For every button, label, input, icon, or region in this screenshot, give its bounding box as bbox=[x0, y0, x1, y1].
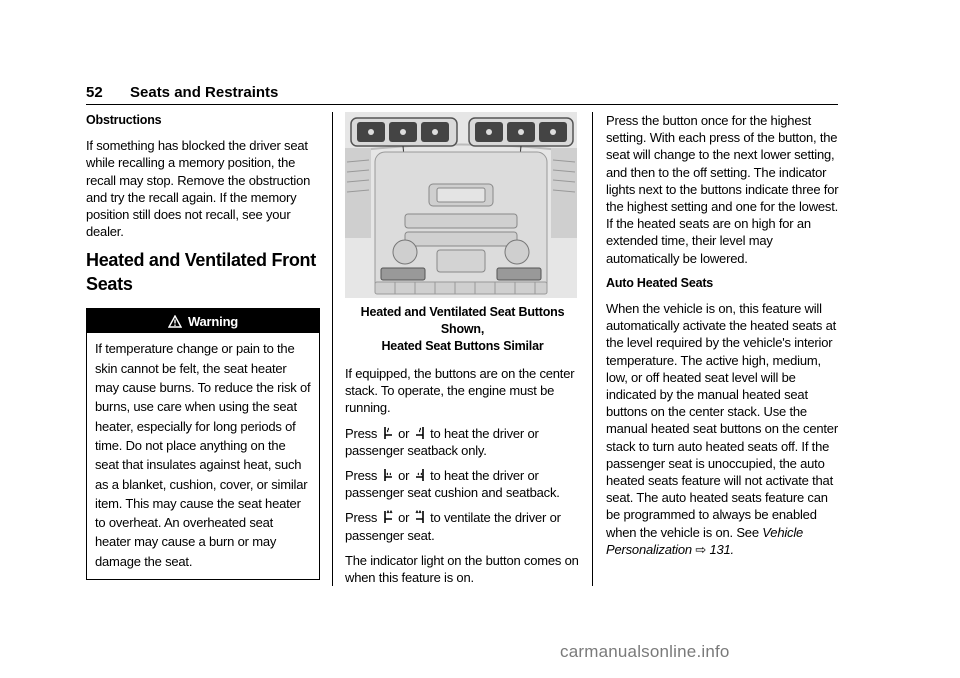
column-left bbox=[86, 112, 321, 580]
seatback-heat-icon bbox=[414, 426, 426, 440]
press-rest: to heat the driver or passenger seat cushion and seatback. bbox=[345, 468, 560, 501]
warning-bar bbox=[87, 309, 319, 333]
press-ventilate-paragraph bbox=[345, 509, 580, 543]
settings-paragraph: Press the button once for the highest setting. With each press of the button, the seat will change to the next lower setting, and then to the off setting. The indicator lights next to the buttons indicate three for the highest setting and one for the lowest. If the heated seats are on high for an extended time, their level may automatically be lowered. bbox=[606, 113, 839, 266]
column-middle bbox=[345, 112, 580, 594]
seat-cushion-heat-icon bbox=[382, 468, 394, 482]
press-word: Press bbox=[345, 510, 378, 526]
press-rest: to heat the driver or passenger seatback only. bbox=[345, 425, 539, 458]
center-stack-illustration bbox=[345, 112, 577, 298]
page-header bbox=[86, 84, 838, 104]
obstructions-heading: Obstructions bbox=[86, 113, 162, 127]
column-divider-2 bbox=[592, 112, 593, 586]
vehicle-personalization-link[interactable]: Vehicle Personalization bbox=[606, 524, 804, 557]
press-cushion-paragraph bbox=[345, 467, 580, 501]
section-title: Seats and Restraints bbox=[130, 84, 279, 101]
warning-triangle-icon bbox=[168, 315, 182, 328]
press-rest: to ventilate the driver or passenger seat. bbox=[345, 510, 561, 543]
figure-caption bbox=[345, 304, 580, 355]
page-ref-number[interactable]: 131. bbox=[709, 541, 734, 557]
press-word: Press bbox=[345, 468, 378, 484]
warning-label: Warning bbox=[187, 313, 239, 329]
auto-heated-paragraph bbox=[606, 300, 841, 558]
center-stack-figure bbox=[345, 112, 577, 298]
page-ref-arrow-icon: ⇨ bbox=[695, 541, 707, 557]
or-word: or bbox=[398, 510, 410, 526]
indicator-paragraph: The indicator light on the button comes on when this feature is on. bbox=[345, 552, 579, 586]
auto-heated-text: When the vehicle is on, this feature will automatically activate the heated seats at the level required by the vehicle's interior temperature. The active high, medium, low, or off heated seat level will be indicated by the manual heated seat buttons on the center stack. Use the manual heated seat buttons on the center stack to turn auto heated seats off. If the passenger seat is unoccupied, the auto heated seats feature will not activate that seat. The auto heated seats feature can be programmed to always be enabled when the vehicle is on. See bbox=[606, 301, 838, 540]
page-number: 52 bbox=[86, 84, 103, 101]
or-word: or bbox=[398, 425, 410, 441]
auto-heated-heading: Auto Heated Seats bbox=[606, 275, 714, 290]
or-word: or bbox=[398, 468, 410, 484]
press-seatback-paragraph bbox=[345, 425, 580, 459]
caption-line-1: Heated and Ventilated Seat Buttons Shown, bbox=[360, 305, 565, 336]
caption-line-2: Heated Seat Buttons Similar bbox=[381, 339, 544, 353]
seat-ventilate-icon bbox=[382, 510, 394, 524]
warning-box bbox=[86, 308, 320, 580]
intro-paragraph: If equipped, the buttons are on the center stack. To operate, the engine must be running. bbox=[345, 366, 575, 416]
watermark: carmanualsonline.info bbox=[560, 642, 730, 661]
section-heading: Heated and Ventilated Front Seats bbox=[86, 250, 316, 295]
seat-ventilate-icon bbox=[414, 510, 426, 524]
column-right bbox=[606, 112, 841, 566]
press-word: Press bbox=[345, 425, 378, 441]
seatback-heat-icon bbox=[382, 426, 394, 440]
warning-text: If temperature change or pain to the skin cannot be felt, the seat heater may cause burns. To reduce the risk of burns, use care when using the seat heater, especially for long periods of time. Do not place anything on the seat that insulates against heat, such as a blanket, cushion, cover, or similar item. This may cause the seat heater to overheat. An overheated seat heater may cause a burn or may damage the seat. bbox=[95, 341, 311, 569]
column-divider-1 bbox=[332, 112, 333, 586]
header-rule bbox=[86, 104, 838, 105]
obstructions-paragraph: If something has blocked the driver seat while recalling a memory position, the recall may stop. Remove the obstruction and try the recall again. If the memory position still does not recall, see your dealer. bbox=[86, 138, 311, 240]
seat-cushion-heat-icon bbox=[414, 468, 426, 482]
